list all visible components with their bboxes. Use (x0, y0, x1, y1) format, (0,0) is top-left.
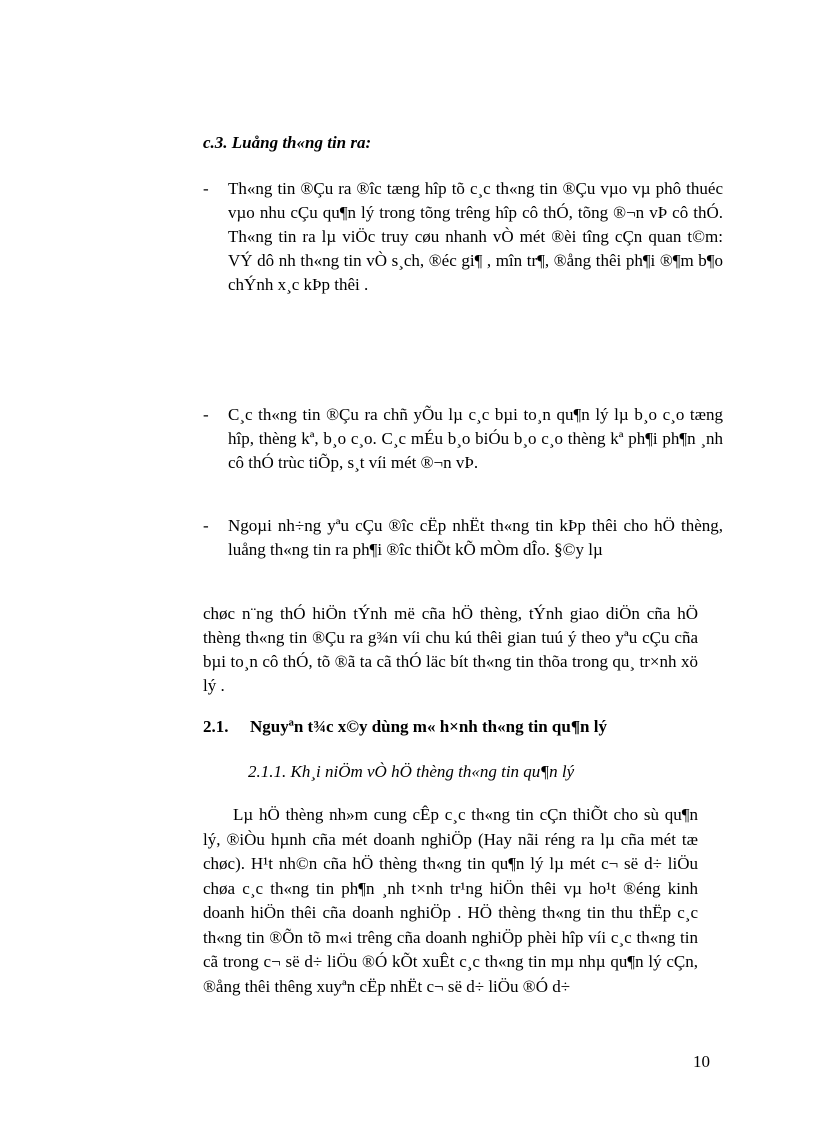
bullet-dash: - (203, 179, 209, 198)
bullet-text: C¸c th«ng tin ®Çu ra chñ yÕu lµ c¸c bµi to¸n qu¶n lý lµ b¸o c¸o tæng hîp, thèng kª, b¸o c¸o. C¸c mÉu b¸o biÓu b¸o c¸o thèng kª ph¶i ph¶n ¸nh cô thÓ trùc tiÕp, s¸t víi mét ®¬n vÞ. (228, 405, 723, 472)
subsection-title: 2.1.1. Kh¸i niÖm vÒ hÖ thèng th«ng tin qu¶n lý (248, 762, 575, 781)
bullet-item (203, 403, 723, 475)
bullet-text: Ngoµi nh÷ng yªu cÇu ®îc cËp nhËt th«ng tin kÞp thêi cho hÖ thèng, luång th«ng tin ra ph¶i ®îc thiÕt kÕ mÒm dÎo. §©y lµ (228, 516, 723, 559)
bullet-dash: - (203, 516, 209, 535)
section-title-text: Nguyªn t¾c x©y dùng m« h×nh th«ng tin qu¶n lý (250, 717, 607, 736)
section-title (203, 717, 607, 737)
continuation-paragraph: chøc n¨ng thÓ hiÖn tÝnh më cña hÖ thèng, tÝnh giao diÖn cña hÖ thèng th«ng tin ®Çu ra g¾n víi chu kú thêi gian tuú ý theo yªu cÇu cña bµi to¸n cô thÓ, tõ ®ã ta cã thÓ läc bít th«ng tin thõa trong qu¸ tr×nh xö lý . (203, 604, 698, 695)
bullet-text: Th«ng tin ®Çu ra ®îc tæng hîp tõ c¸c th«ng tin ®Çu vµo vµ phô thuéc vµo nhu cÇu qu¶n lý trong tõng trêng hîp cô thÓ, tõng ®¬n vÞ cô thÓ. Th«ng tin ra lµ viÖc truy cøu nhanh vÒ mét ®èi tîng cÇn quan t©m: VÝ dô nh th«ng tin vÒ s¸ch, ®éc gi¶ , mîn tr¶, ®ång thêi ph¶i ®¶m b¶o chÝnh x¸c kÞp thêi . (228, 179, 723, 294)
bullet-item (203, 177, 723, 297)
page-number: 10 (693, 1052, 710, 1071)
bullet-item (203, 514, 723, 562)
section-heading-c3: c.3. Luång th«ng tin ra: (203, 133, 372, 152)
bullet-dash: - (203, 405, 209, 424)
body-paragraph: Lµ hÖ thèng nh»m cung cÊp c¸c th«ng tin cÇn thiÕt cho sù qu¶n lý, ®iÒu hµnh cña mét doanh nghiÖp (Hay nãi réng ra lµ cña mét tæ chøc). H¹t nh©n cña hÖ thèng th«ng tin qu¶n lý lµ mét c¬ së d÷ liÖu chøa c¸c th«ng tin ph¶n ¸nh t×nh tr¹ng hiÖn thêi vµ ho¹t ®éng kinh doanh hiÖn thêi cña doanh nghiÖp . HÖ thèng th«ng tin thu thËp c¸c th«ng tin ®Õn tõ m«i trêng cña doanh nghiÖp phèi hîp víi c¸c th«ng tin cã trong c¬ së d÷ liÖu ®Ó kÕt xuÊt c¸c th«ng tin mµ nhµ qu¶n lý cÇn, ®ång thêi thêng xuyªn cËp nhËt c¬ së d÷ liÖu ®Ó d÷ (203, 805, 698, 996)
section-number: 2.1. (203, 717, 229, 736)
